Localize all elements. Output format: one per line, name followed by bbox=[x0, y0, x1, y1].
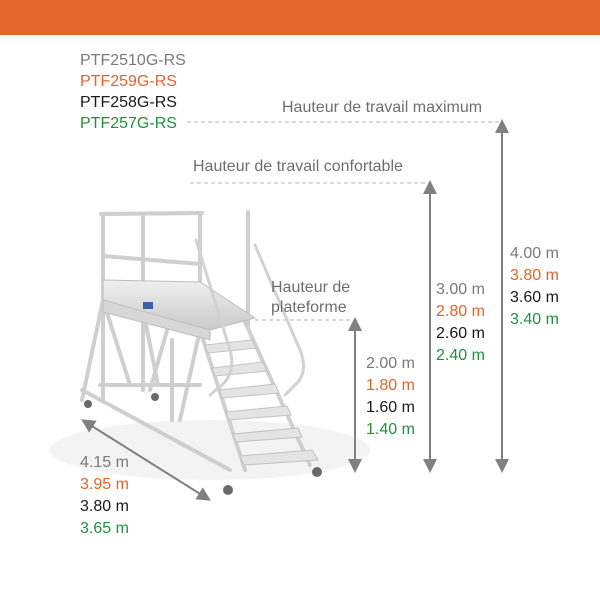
value: 3.95 m bbox=[80, 476, 129, 493]
platform-height-values bbox=[366, 353, 415, 441]
value: 3.65 m bbox=[80, 520, 129, 537]
platform-height-label-line2: plateforme bbox=[271, 299, 347, 316]
value: 4.15 m bbox=[80, 454, 129, 471]
banner-background bbox=[0, 0, 600, 35]
model-name: PTF257G-RS bbox=[80, 115, 177, 132]
value: 2.40 m bbox=[436, 347, 485, 364]
brand-label bbox=[143, 302, 153, 309]
max-height-values bbox=[510, 243, 559, 331]
platform-height-label-line1: Hauteur de bbox=[271, 279, 351, 296]
value: 4.00 m bbox=[510, 245, 559, 262]
comfort-height-values bbox=[436, 279, 485, 367]
max-height-label: Hauteur de travail maximum bbox=[282, 99, 483, 116]
value: 2.00 m bbox=[366, 355, 415, 372]
model-name: PTF258G-RS bbox=[80, 94, 177, 111]
value: 3.40 m bbox=[510, 311, 559, 328]
comfort-height-label: Hauteur de travail confortable bbox=[193, 158, 403, 175]
value: 1.80 m bbox=[366, 377, 415, 394]
model-name: PTF2510G-RS bbox=[80, 52, 186, 69]
value: 1.40 m bbox=[366, 421, 415, 438]
model-name: PTF259G-RS bbox=[80, 73, 177, 90]
value: 2.60 m bbox=[436, 325, 485, 342]
value: 3.00 m bbox=[436, 281, 485, 298]
value: 3.60 m bbox=[510, 289, 559, 306]
value: 3.80 m bbox=[80, 498, 129, 515]
value: 1.60 m bbox=[366, 399, 415, 416]
value: 2.80 m bbox=[436, 303, 485, 320]
length-values bbox=[80, 452, 129, 540]
value: 3.80 m bbox=[510, 267, 559, 284]
